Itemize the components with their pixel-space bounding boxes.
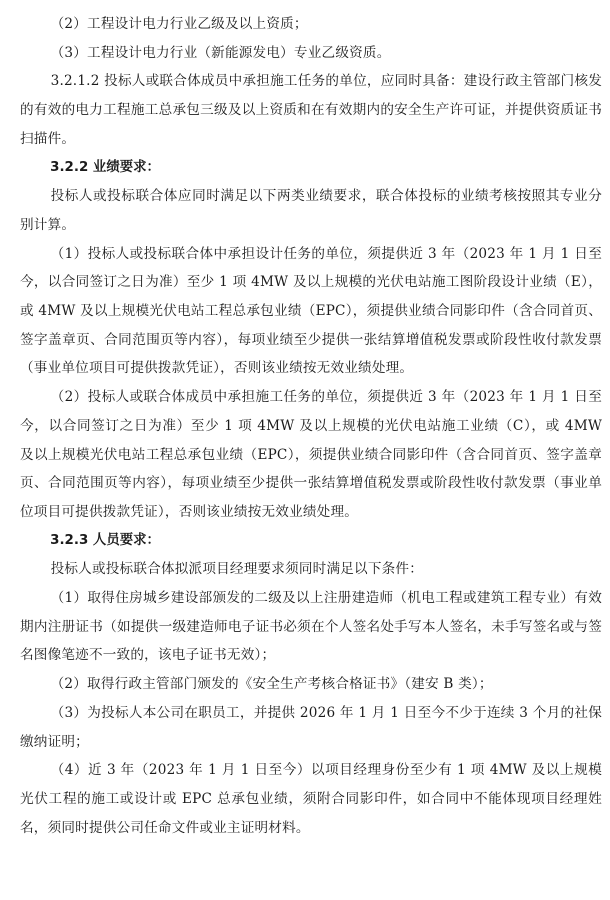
paragraph-construction-performance: （2）投标人或联合体成员中承担施工任务的单位，须提供近 3 年（2023 年 1 月 1 日至今，以合同签订之日为准）至少 1 项 4MW 及以上规模的光伏电站施工业绩（C），或 4MW 及以上规模光伏电站工程总承包业绩（EPC），须提供业绩合同影印件（含合同首页、签字盖章页、合同范围页等内容），每项业绩至少提供一张结算增值税发票或阶段性收付款发票（事业单位项目可提供拨款凭证），否则该业绩按无效业绩处理。 — [20, 389, 602, 520]
paragraph-personnel-condition-3: （3）为投标人本公司在职员工，并提供 2026 年 1 月 1 日至今不少于连续 3 个月的社保缴纳证明； — [20, 704, 602, 750]
paragraph-design-qualification-3: （3）工程设计电力行业（新能源发电）专业乙级资质。 — [50, 44, 391, 61]
paragraph-personnel-condition-2: （2）取得行政主管部门颁发的《安全生产考核合格证书》（建安 B 类）； — [50, 676, 493, 693]
heading-personnel-requirements: 3.2.3 人员要求： — [50, 532, 160, 548]
paragraph-performance-intro: 投标人或投标联合体应同时满足以下两类业绩要求，联合体投标的业绩考核按照其专业分别计算。 — [20, 188, 602, 233]
paragraph-personnel-condition-4: （4）近 3 年（2023 年 1 月 1 日至今）以项目经理身份至少有 1 项 4MW 及以上规模光伏工程的施工或设计或 EPC 总承包业绩，须附合同影印件，如合同中不能体现项目经理姓名，须同时提供公司任命文件或业主证明材料。 — [20, 762, 602, 836]
paragraph-design-performance: （1）投标人或投标联合体中承担设计任务的单位，须提供近 3 年（2023 年 1 月 1 日至今，以合同签订之日为准）至少 1 项 4MW 及以上规模的光伏电站施工图阶段设计业绩（E），或 4MW 及以上规模光伏电站工程总承包业绩（EPC），须提供业绩合同影印件（含合同首页、签字盖章页、合同范围页等内容），每项业绩至少提供一张结算增值税发票或阶段性收付款发票（事业单位项目可提供拨款凭证），否则该业绩按无效业绩处理。 — [20, 245, 602, 377]
paragraph-personnel-intro: 投标人或投标联合体拟派项目经理要求须同时满足以下条件： — [50, 561, 424, 578]
paragraph-personnel-condition-1: （1）取得住房城乡建设部颁发的二级及以上注册建造师（机电工程或建筑工程专业）有效期内注册证书（如提供一级建造师电子证书必须在个人签名处手写本人签名，未手写签名或与签名图像笔迹不一致的，该电子证书无效）； — [20, 590, 602, 664]
paragraph-design-qualification-2: （2）工程设计电力行业乙级及以上资质； — [50, 16, 308, 32]
heading-performance-requirements: 3.2.2 业绩要求： — [50, 159, 160, 175]
document-page — [20, 10, 602, 842]
paragraph-construction-qualification: 3.2.1.2 投标人或联合体成员中承担施工任务的单位，应同时具备：建设行政主管部门核发的有效的电力工程施工总承包三级及以上资质和在有效期内的安全生产许可证，并提供资质证书扫描件。 — [20, 73, 602, 147]
